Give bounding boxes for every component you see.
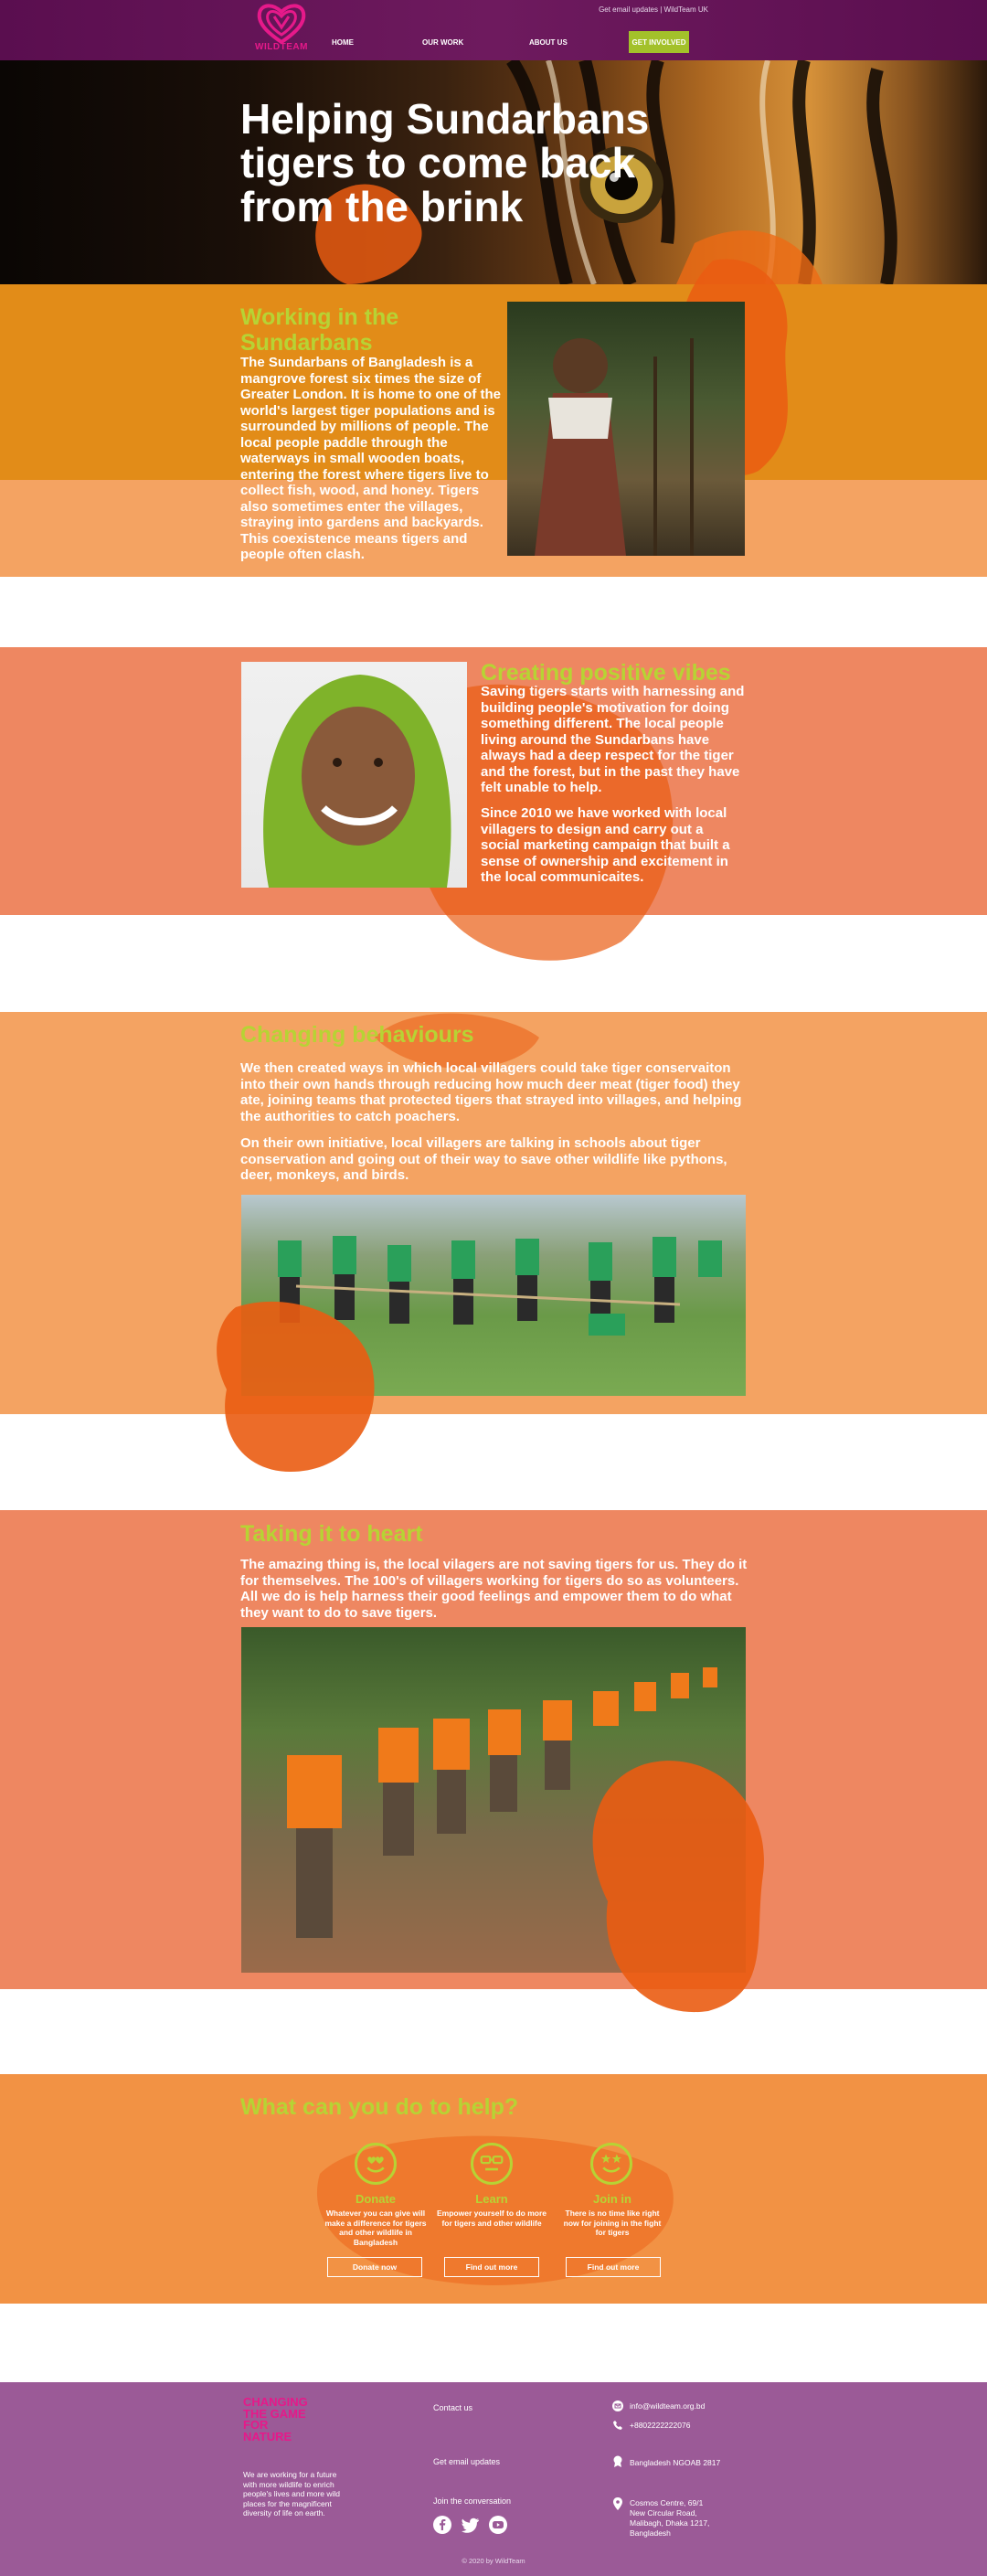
logo-wordmark[interactable]: WILDTEAM — [255, 42, 308, 52]
phone-icon — [612, 2420, 623, 2431]
help-learn-title: Learn — [475, 2192, 508, 2206]
section-body-positive-vibes-1: Saving tigers starts with harnessing and building people's motivation for doing something different. The local people living around the Sundarbans have always had a deep respect for the tiger and the forest, but in the past they have felt unable to help. — [481, 684, 745, 795]
email-updates-link[interactable]: Get email updates — [599, 5, 658, 14]
footer-ngo-registration: Bangladesh NGOAB 2817 — [630, 2458, 721, 2467]
orange-paint-splash-decoration — [571, 1746, 791, 2020]
site-footer — [0, 2382, 987, 2576]
help-join-description: There is no time like right now for joining in the fight for tigers — [563, 2209, 662, 2237]
help-learn-description: Empower yourself to do more for tigers and other wildlife — [437, 2209, 547, 2228]
nav-home[interactable]: HOME — [332, 38, 354, 47]
hero-banner — [0, 60, 987, 284]
footer-about-text: We are working for a future with more wildlife to enrich people's lives and more wild places for the magnificent diversity of life on earth. — [243, 2470, 341, 2517]
footer-email[interactable]: info@wildteam.org.bd — [630, 2401, 706, 2411]
villager-portrait-photo — [507, 302, 745, 556]
learn-find-out-more-button[interactable]: Find out more — [444, 2257, 539, 2277]
smiling-woman-photo — [241, 662, 467, 888]
location-pin-icon — [612, 2497, 623, 2510]
twitter-icon[interactable] — [462, 2516, 480, 2534]
section-heading-working: Working in the Sundarbans — [240, 304, 399, 356]
section-heading-changing-behaviours: Changing behaviours — [240, 1022, 474, 1048]
email-icon — [612, 2400, 623, 2411]
nav-about-us[interactable]: ABOUT US — [529, 38, 568, 47]
donate-now-button[interactable]: Donate now — [327, 2257, 422, 2277]
section-body-changing-behaviours-2: On their own initiative, local villagers are talking in schools about tiger conservation and going out of their way to save other wildlife like pythons, deer, monkeys, and birds. — [240, 1135, 727, 1183]
footer-slogan-line: THE GAME — [243, 2406, 306, 2421]
footer-slogan-line: FOR — [243, 2418, 269, 2432]
facebook-icon[interactable] — [433, 2516, 451, 2534]
help-donate-title: Donate — [355, 2192, 397, 2206]
learn-glasses-icon — [471, 2143, 513, 2185]
award-badge-icon — [612, 2455, 623, 2468]
footer-slogan — [243, 2397, 308, 2443]
footer-address: Cosmos Centre, 69/1 New Circular Road, Malibagh, Dhaka 1217, Bangladesh — [630, 2498, 710, 2538]
get-involved-button[interactable]: GET INVOLVED — [629, 31, 689, 53]
youtube-icon[interactable] — [489, 2516, 507, 2534]
hero-title: Helping Sundarbans tigers to come back from the brink — [240, 95, 650, 230]
help-join-title: Join in — [593, 2192, 631, 2206]
section-heading-taking-to-heart: Taking it to heart — [240, 1521, 423, 1547]
footer-phone[interactable]: +8802222222076 — [630, 2421, 691, 2430]
footer-contact-us-link[interactable]: Contact us — [433, 2403, 473, 2412]
wildteam-uk-link[interactable]: WildTeam UK — [663, 5, 708, 14]
footer-email-updates-link[interactable]: Get email updates — [433, 2457, 501, 2466]
villager-figure-image — [507, 302, 745, 556]
join-star-eyes-icon — [590, 2143, 632, 2185]
woman-portrait-image — [241, 662, 467, 888]
section-body-working: The Sundarbans of Bangladesh is a mangrove forest six times the size of Greater London. It is home to one of the world's largest tiger populations and is surrounded by millions of people. The local people paddle through the waterways in small wooden boats, entering the forest where tigers live to collect fish, wood, and honey. Tigers also sometimes enter the villages, straying into gardens and backyards. This coexistence means tigers and people often clash. — [240, 355, 502, 562]
footer-slogan-line: NATURE — [243, 2429, 292, 2443]
orange-paint-splash-decoration — [208, 1289, 391, 1481]
nav-our-work[interactable]: OUR WORK — [422, 38, 464, 47]
join-find-out-more-button[interactable]: Find out more — [566, 2257, 661, 2277]
help-donate-description: Whatever you can give will make a difference for tigers and other wildlife in Bangladesh — [324, 2209, 427, 2247]
site-header — [0, 0, 987, 60]
footer-join-conversation-label: Join the conversation — [433, 2496, 512, 2506]
section-body-positive-vibes-2: Since 2010 we have worked with local villagers to design and carry out a social marketing campaign that built a sense of ownership and excitement in the local communicaites. — [481, 805, 730, 885]
footer-slogan-line: CHANGING — [243, 2395, 308, 2409]
section-heading-positive-vibes: Creating positive vibes — [481, 660, 731, 686]
donate-heart-eyes-icon — [355, 2143, 397, 2185]
section-heading-help: What can you do to help? — [240, 2094, 519, 2120]
top-utility-links — [599, 5, 708, 14]
link-separator: | — [660, 5, 663, 14]
section-body-taking-to-heart: The amazing thing is, the local vilagers are not saving tigers for us. They do it for themselves. The 100's of villagers working for tigers do so as volunteers. All we do is help harness their good feelings and empower them to do what they want to do to save tigers. — [240, 1557, 748, 1621]
section-body-changing-behaviours-1: We then created ways in which local villagers could take tiger conservaiton into their own hands through reducing how much deer meat (tiger food) they ate, joining teams that protected tigers that strayed into villages, and helping the authorities to catch poachers. — [240, 1060, 742, 1124]
footer-copyright: © 2020 by WildTeam — [462, 2557, 525, 2565]
